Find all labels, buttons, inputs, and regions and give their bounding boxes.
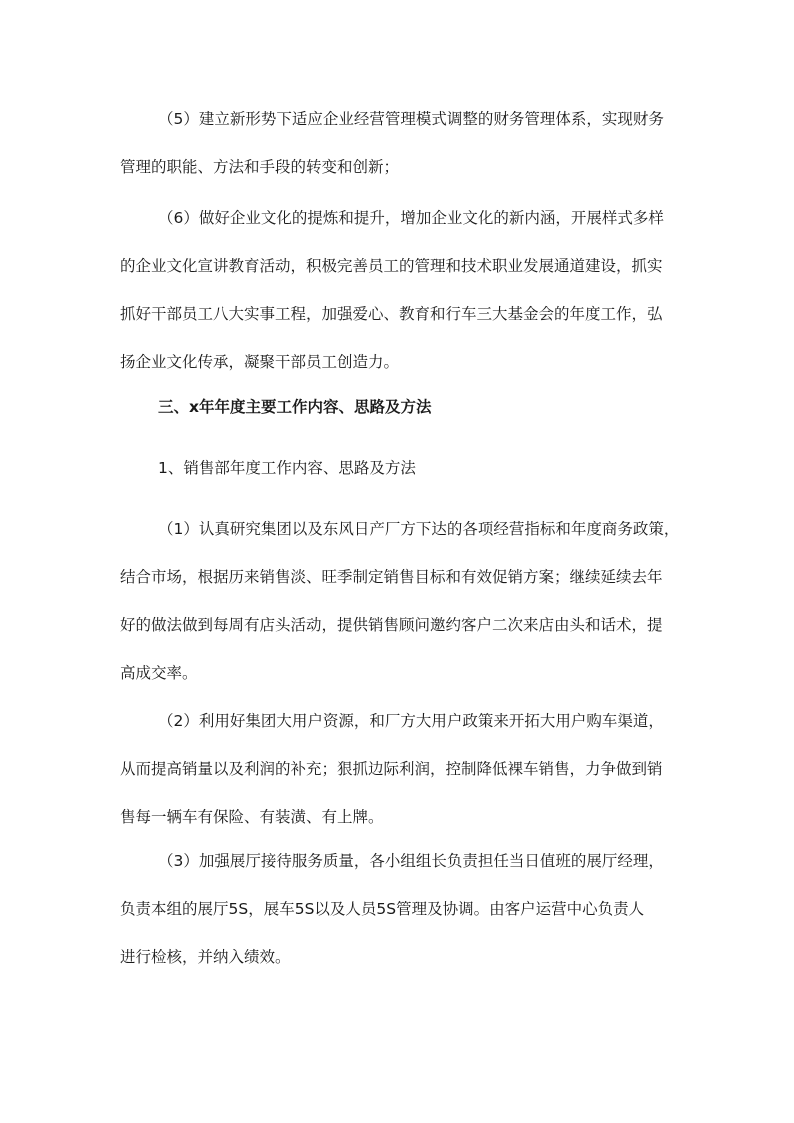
paragraph-corporate-culture: [120, 194, 680, 386]
text-line: （3）加强展厅接待服务质量，各小组组长负责担任当日值班的展厅经理，: [158, 852, 664, 870]
subsection-heading: [120, 444, 680, 492]
paragraph-major-accounts: [120, 697, 680, 841]
text-line: 抓好干部员工八大实事工程，加强爱心、教育和行车三大基金会的年度工作，弘: [120, 305, 663, 323]
text-line: 管理的职能、方法和手段的转变和创新；: [120, 158, 400, 176]
text-line: 结合市场，根据历来销售淡、旺季制定销售目标和有效促销方案；继续延续去年: [120, 568, 663, 586]
paragraph-finance-system: [120, 95, 680, 191]
text-line: 好的做法做到每周有店头活动，提供销售顾问邀约客户二次来店由头和话术，提: [120, 616, 663, 634]
text-line: （2）利用好集团大用户资源，和厂方大用户政策来开拓大用户购车渠道，: [158, 712, 664, 730]
subsection-heading-text: 1、销售部年度工作内容、思路及方法: [158, 459, 416, 477]
text-line: 售每一辆车有保险、有装潢、有上牌。: [120, 808, 384, 826]
text-line: 负责本组的展厅5S，展车5S以及人员5S管理及协调。由客户运营中心负责人: [120, 900, 645, 918]
text-line: 高成交率。: [120, 664, 198, 682]
text-line: 扬企业文化传承，凝聚干部员工创造力。: [120, 353, 400, 371]
text-line: （6）做好企业文化的提炼和提升，增加企业文化的新内涵，开展样式多样: [158, 209, 664, 227]
text-line: 进行检核，并纳入绩效。: [120, 948, 291, 966]
section-heading-text: 三、x年年度主要工作内容、思路及方法: [158, 398, 432, 416]
text-line: 的企业文化宣讲教育活动，积极完善员工的管理和技术职业发展通道建设，抓实: [120, 257, 663, 275]
paragraph-showroom-service: [120, 837, 680, 981]
section-heading: [120, 383, 680, 431]
text-line: （1）认真研究集团以及东风日产厂方下达的各项经营指标和年度商务政策，: [158, 520, 680, 538]
text-line: （5）建立新形势下适应企业经营管理模式调整的财务管理体系，实现财务: [158, 110, 664, 128]
paragraph-sales-targets: [120, 505, 680, 697]
text-line: 从而提高销量以及利润的补充；狠抓边际利润，控制降低裸车销售，力争做到销: [120, 760, 663, 778]
